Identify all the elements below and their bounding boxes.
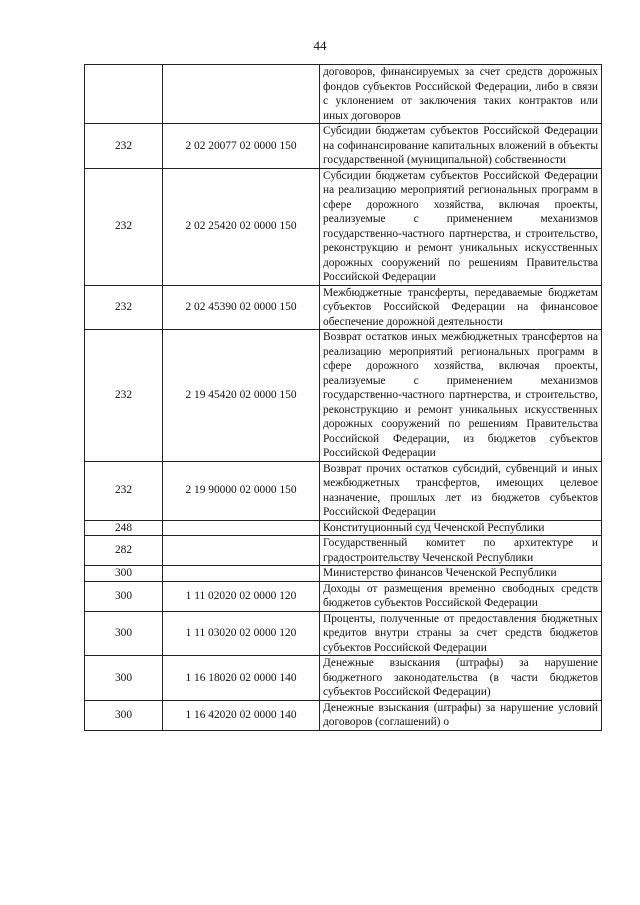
page-number: 44	[313, 38, 327, 53]
budget-code-cell: 2 19 90000 02 0000 150	[163, 461, 320, 520]
table-row	[85, 611, 602, 656]
admin-code-cell	[85, 65, 163, 124]
table-row	[85, 285, 602, 330]
budget-code-cell	[163, 65, 320, 124]
admin-code-cell: 232	[85, 330, 163, 462]
admin-code-cell: 300	[85, 581, 163, 611]
budget-code-cell: 1 11 02020 02 0000 120	[163, 581, 320, 611]
table-row	[85, 124, 602, 169]
budget-code-cell: 1 11 03020 02 0000 120	[163, 611, 320, 656]
budget-code-cell: 1 16 18020 02 0000 140	[163, 656, 320, 701]
admin-code-cell: 248	[85, 520, 163, 536]
description-cell: Межбюджетные трансферты, передаваемые бюджетам субъектов Российской Федерации на финансовое обеспечение дорожной деятельности	[320, 285, 602, 330]
description-cell: Возврат остатков иных межбюджетных трансфертов на реализацию мероприятий региональных программ в сфере дорожного хозяйства, включая проекты, реализуемые с применением механизмов государственно-частного партнерства, и строительство, реконструкцию и ремонт уникальных искусственных дорожных сооружений по решениям Правительства Российской Федерации, из бюджетов субъектов Российской Федерации	[320, 330, 602, 462]
description-cell: Проценты, полученные от предоставления бюджетных кредитов внутри страны за счет средств бюджетов субъектов Российской Федерации	[320, 611, 602, 656]
admin-code-cell: 232	[85, 285, 163, 330]
budget-code-cell: 2 02 25420 02 0000 150	[163, 168, 320, 285]
budget-code-cell	[163, 520, 320, 536]
description-cell: Доходы от размещения временно свободных средств бюджетов субъектов Российской Федерации	[320, 581, 602, 611]
description-cell: договоров, финансируемых за счет средств дорожных фондов субъектов Российской Федерации, либо в связи с уклонением от заключения таких контрактов или иных договоров	[320, 65, 602, 124]
table-row	[85, 330, 602, 462]
budget-code-cell: 2 02 45390 02 0000 150	[163, 285, 320, 330]
budget-code-cell: 2 19 45420 02 0000 150	[163, 330, 320, 462]
description-cell: Министерство финансов Чеченской Республики	[320, 566, 602, 582]
table-row	[85, 65, 602, 124]
table-row	[85, 581, 602, 611]
table-row	[85, 566, 602, 582]
admin-code-cell: 300	[85, 656, 163, 701]
budget-code-cell: 1 16 42020 02 0000 140	[163, 700, 320, 730]
admin-code-cell: 282	[85, 536, 163, 566]
description-cell: Денежные взыскания (штрафы) за нарушение условий договоров (соглашений) о	[320, 700, 602, 730]
description-cell: Конституционный суд Чеченской Республики	[320, 520, 602, 536]
description-cell: Государственный комитет по архитектуре и градостроительству Чеченской Республики	[320, 536, 602, 566]
table-row	[85, 536, 602, 566]
description-cell: Возврат прочих остатков субсидий, субвенций и иных межбюджетных трансфертов, имеющих целевое назначение, прошлых лет из бюджетов субъектов Российской Федерации	[320, 461, 602, 520]
budget-code-cell	[163, 566, 320, 582]
description-cell: Субсидии бюджетам субъектов Российской Федерации на софинансирование капитальных вложений в объекты государственной (муниципальной) собственности	[320, 124, 602, 169]
description-cell: Субсидии бюджетам субъектов Российской Федерации на реализацию мероприятий региональных программ в сфере дорожного хозяйства, включая проекты, реализуемые с применением механизмов государственно-частного партнерства, и строительство, реконструкцию и ремонт уникальных искусственных дорожных сооружений по решениям Правительства Российской Федерации	[320, 168, 602, 285]
admin-code-cell: 232	[85, 168, 163, 285]
admin-code-cell: 300	[85, 611, 163, 656]
admin-code-cell: 232	[85, 124, 163, 169]
revenue-codes-table	[84, 64, 602, 731]
table-row	[85, 168, 602, 285]
admin-code-cell: 300	[85, 566, 163, 582]
table-row	[85, 656, 602, 701]
table-row	[85, 700, 602, 730]
budget-code-cell: 2 02 20077 02 0000 150	[163, 124, 320, 169]
budget-code-cell	[163, 536, 320, 566]
description-cell: Денежные взыскания (штрафы) за нарушение бюджетного законодательства (в части бюджетов субъектов Российской Федерации)	[320, 656, 602, 701]
table-row	[85, 520, 602, 536]
admin-code-cell: 232	[85, 461, 163, 520]
table-row	[85, 461, 602, 520]
admin-code-cell: 300	[85, 700, 163, 730]
